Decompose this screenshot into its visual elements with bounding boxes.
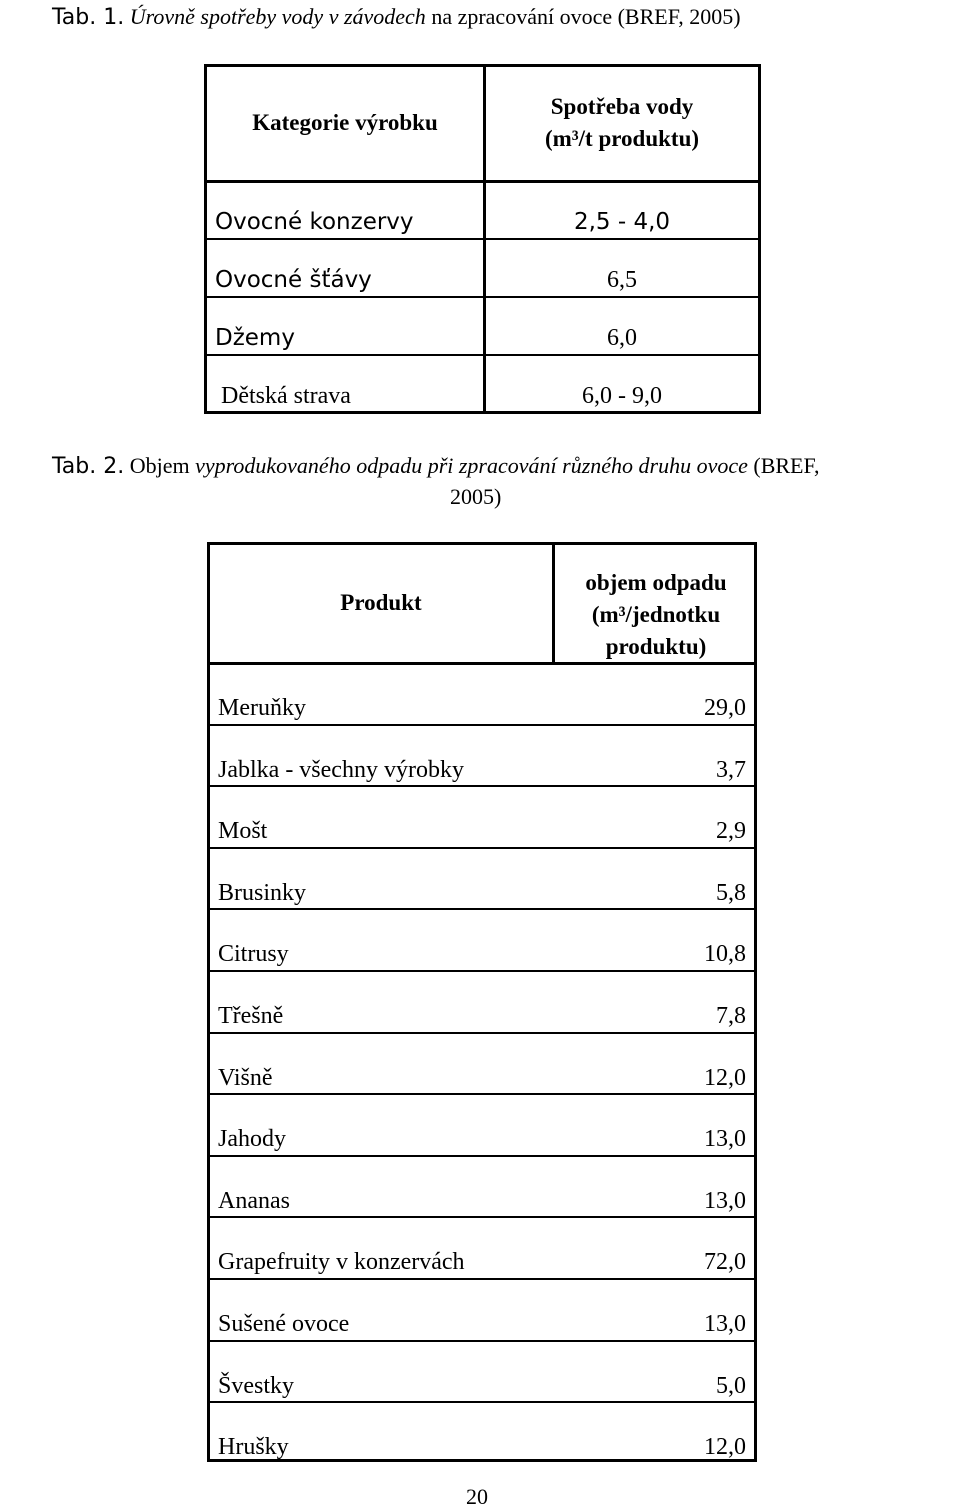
table2-row-value: 10,8 <box>704 941 746 968</box>
table2-row-name: Sušené ovoce <box>218 1311 350 1337</box>
table2-title-word: Objem <box>129 453 190 478</box>
table2-row-name: Hrušky <box>218 1434 289 1461</box>
table2-row-name: Švestky <box>218 1372 295 1399</box>
table-row <box>210 1065 754 1091</box>
table2-row-value: 2,9 <box>716 818 746 845</box>
table2-row-name: Jahody <box>218 1126 286 1153</box>
table-row <box>210 1249 754 1275</box>
table2-row-value: 5,8 <box>716 879 746 906</box>
table-row <box>210 1311 754 1337</box>
table2-row-value: 12,0 <box>704 1434 746 1461</box>
table2-label: Tab. 2. <box>52 454 125 479</box>
table1-row-separator <box>207 296 758 298</box>
table2-row-name: Ananas <box>218 1187 290 1214</box>
table2-row-separator <box>210 1216 754 1218</box>
table2-row-separator <box>210 785 754 787</box>
table1-header-separator <box>207 180 758 183</box>
table2-row-name: Mošt <box>218 818 268 845</box>
table-row <box>210 941 754 967</box>
table2-row-name: Grapefruity v konzervách <box>218 1249 465 1276</box>
table1-title-rest: na zpracování ovoce (BREF, 2005) <box>431 4 741 29</box>
table2-row-name: Třešně <box>218 1003 284 1029</box>
table2-row-name: Višně <box>218 1064 273 1091</box>
table2-row-separator <box>210 1401 754 1403</box>
table2-row-value: 13,0 <box>704 1126 746 1153</box>
table-row <box>210 757 754 783</box>
table2-header-waste <box>555 567 757 663</box>
table2-row-name: Citrusy <box>218 941 289 968</box>
table2-row-value: 72,0 <box>704 1249 746 1276</box>
table2-row-separator <box>210 970 754 972</box>
table2-row-value: 12,0 <box>704 1064 746 1091</box>
table1-row-name: Ovocné konzervy <box>215 209 414 235</box>
table2-row-name: Brusinky <box>218 879 307 906</box>
table1-header-consumption <box>486 91 758 155</box>
table-row <box>210 1373 754 1399</box>
table1-row-value: 6,5 <box>607 267 637 293</box>
table2-row-value: 3,7 <box>716 756 746 783</box>
table2-row-separator <box>210 1032 754 1034</box>
table-row <box>210 1003 754 1029</box>
table-row <box>210 695 754 721</box>
table1-row-value: 6,0 <box>607 325 637 351</box>
table2-title-rest: (BREF, <box>753 453 820 478</box>
table-row <box>210 1188 754 1214</box>
table2-row-value: 29,0 <box>704 695 746 721</box>
waste-volume-table <box>207 542 757 1462</box>
table1-row-value: 6,0 - 9,0 <box>582 383 662 409</box>
table1-caption <box>52 4 741 31</box>
table2-title-italic: vyprodukovaného odpadu při zpracování různého druhu ovoce <box>195 453 748 478</box>
table2-row-separator <box>210 1093 754 1095</box>
table2-caption-line2: 2005) <box>450 484 502 509</box>
table2-row-value: 5,0 <box>716 1372 746 1399</box>
table2-row-separator <box>210 847 754 849</box>
table2-header-product: Produkt <box>340 590 422 615</box>
table1-row-separator <box>207 238 758 240</box>
table1-row-name: Ovocné šťávy <box>215 267 372 293</box>
table2-row-value: 13,0 <box>704 1311 746 1337</box>
water-consumption-table <box>204 64 761 414</box>
table-row <box>210 818 754 844</box>
table2-row-separator <box>210 1155 754 1157</box>
table2-row-separator <box>210 1278 754 1280</box>
table2-header-waste-line3: produktu) <box>605 634 707 659</box>
table2-row-separator <box>210 1340 754 1342</box>
table1-row-value: 2,5 - 4,0 <box>573 209 671 235</box>
table2-caption <box>52 453 819 480</box>
table1-label: Tab. 1. <box>52 5 125 30</box>
table2-row-name: Jablka - všechny výrobky <box>218 756 464 783</box>
table1-row-separator <box>207 354 758 356</box>
table2-row-separator <box>210 908 754 910</box>
table-row <box>210 880 754 906</box>
page-number: 20 <box>466 1484 488 1509</box>
table-row <box>210 1434 754 1460</box>
table1-header-consumption-line2: (m³/t produktu) <box>544 126 700 151</box>
table2-row-value: 7,8 <box>716 1003 746 1029</box>
table1-row-name: Džemy <box>215 325 295 351</box>
table1-title-italic: Úrovně spotřeby vody v závodech <box>129 4 426 29</box>
table1-row-name: Dětská strava <box>221 383 351 409</box>
table2-row-separator <box>210 724 754 726</box>
table1-header-consumption-line1: Spotřeba vody <box>550 94 694 119</box>
table-row <box>210 1126 754 1152</box>
table2-row-name: Meruňky <box>218 695 306 721</box>
table2-row-value: 13,0 <box>704 1187 746 1214</box>
table1-header-category: Kategorie výrobku <box>252 110 438 135</box>
table2-header-waste-line2: (m³/jednotku <box>591 602 721 627</box>
table2-header-waste-line1: objem odpadu <box>585 570 727 595</box>
